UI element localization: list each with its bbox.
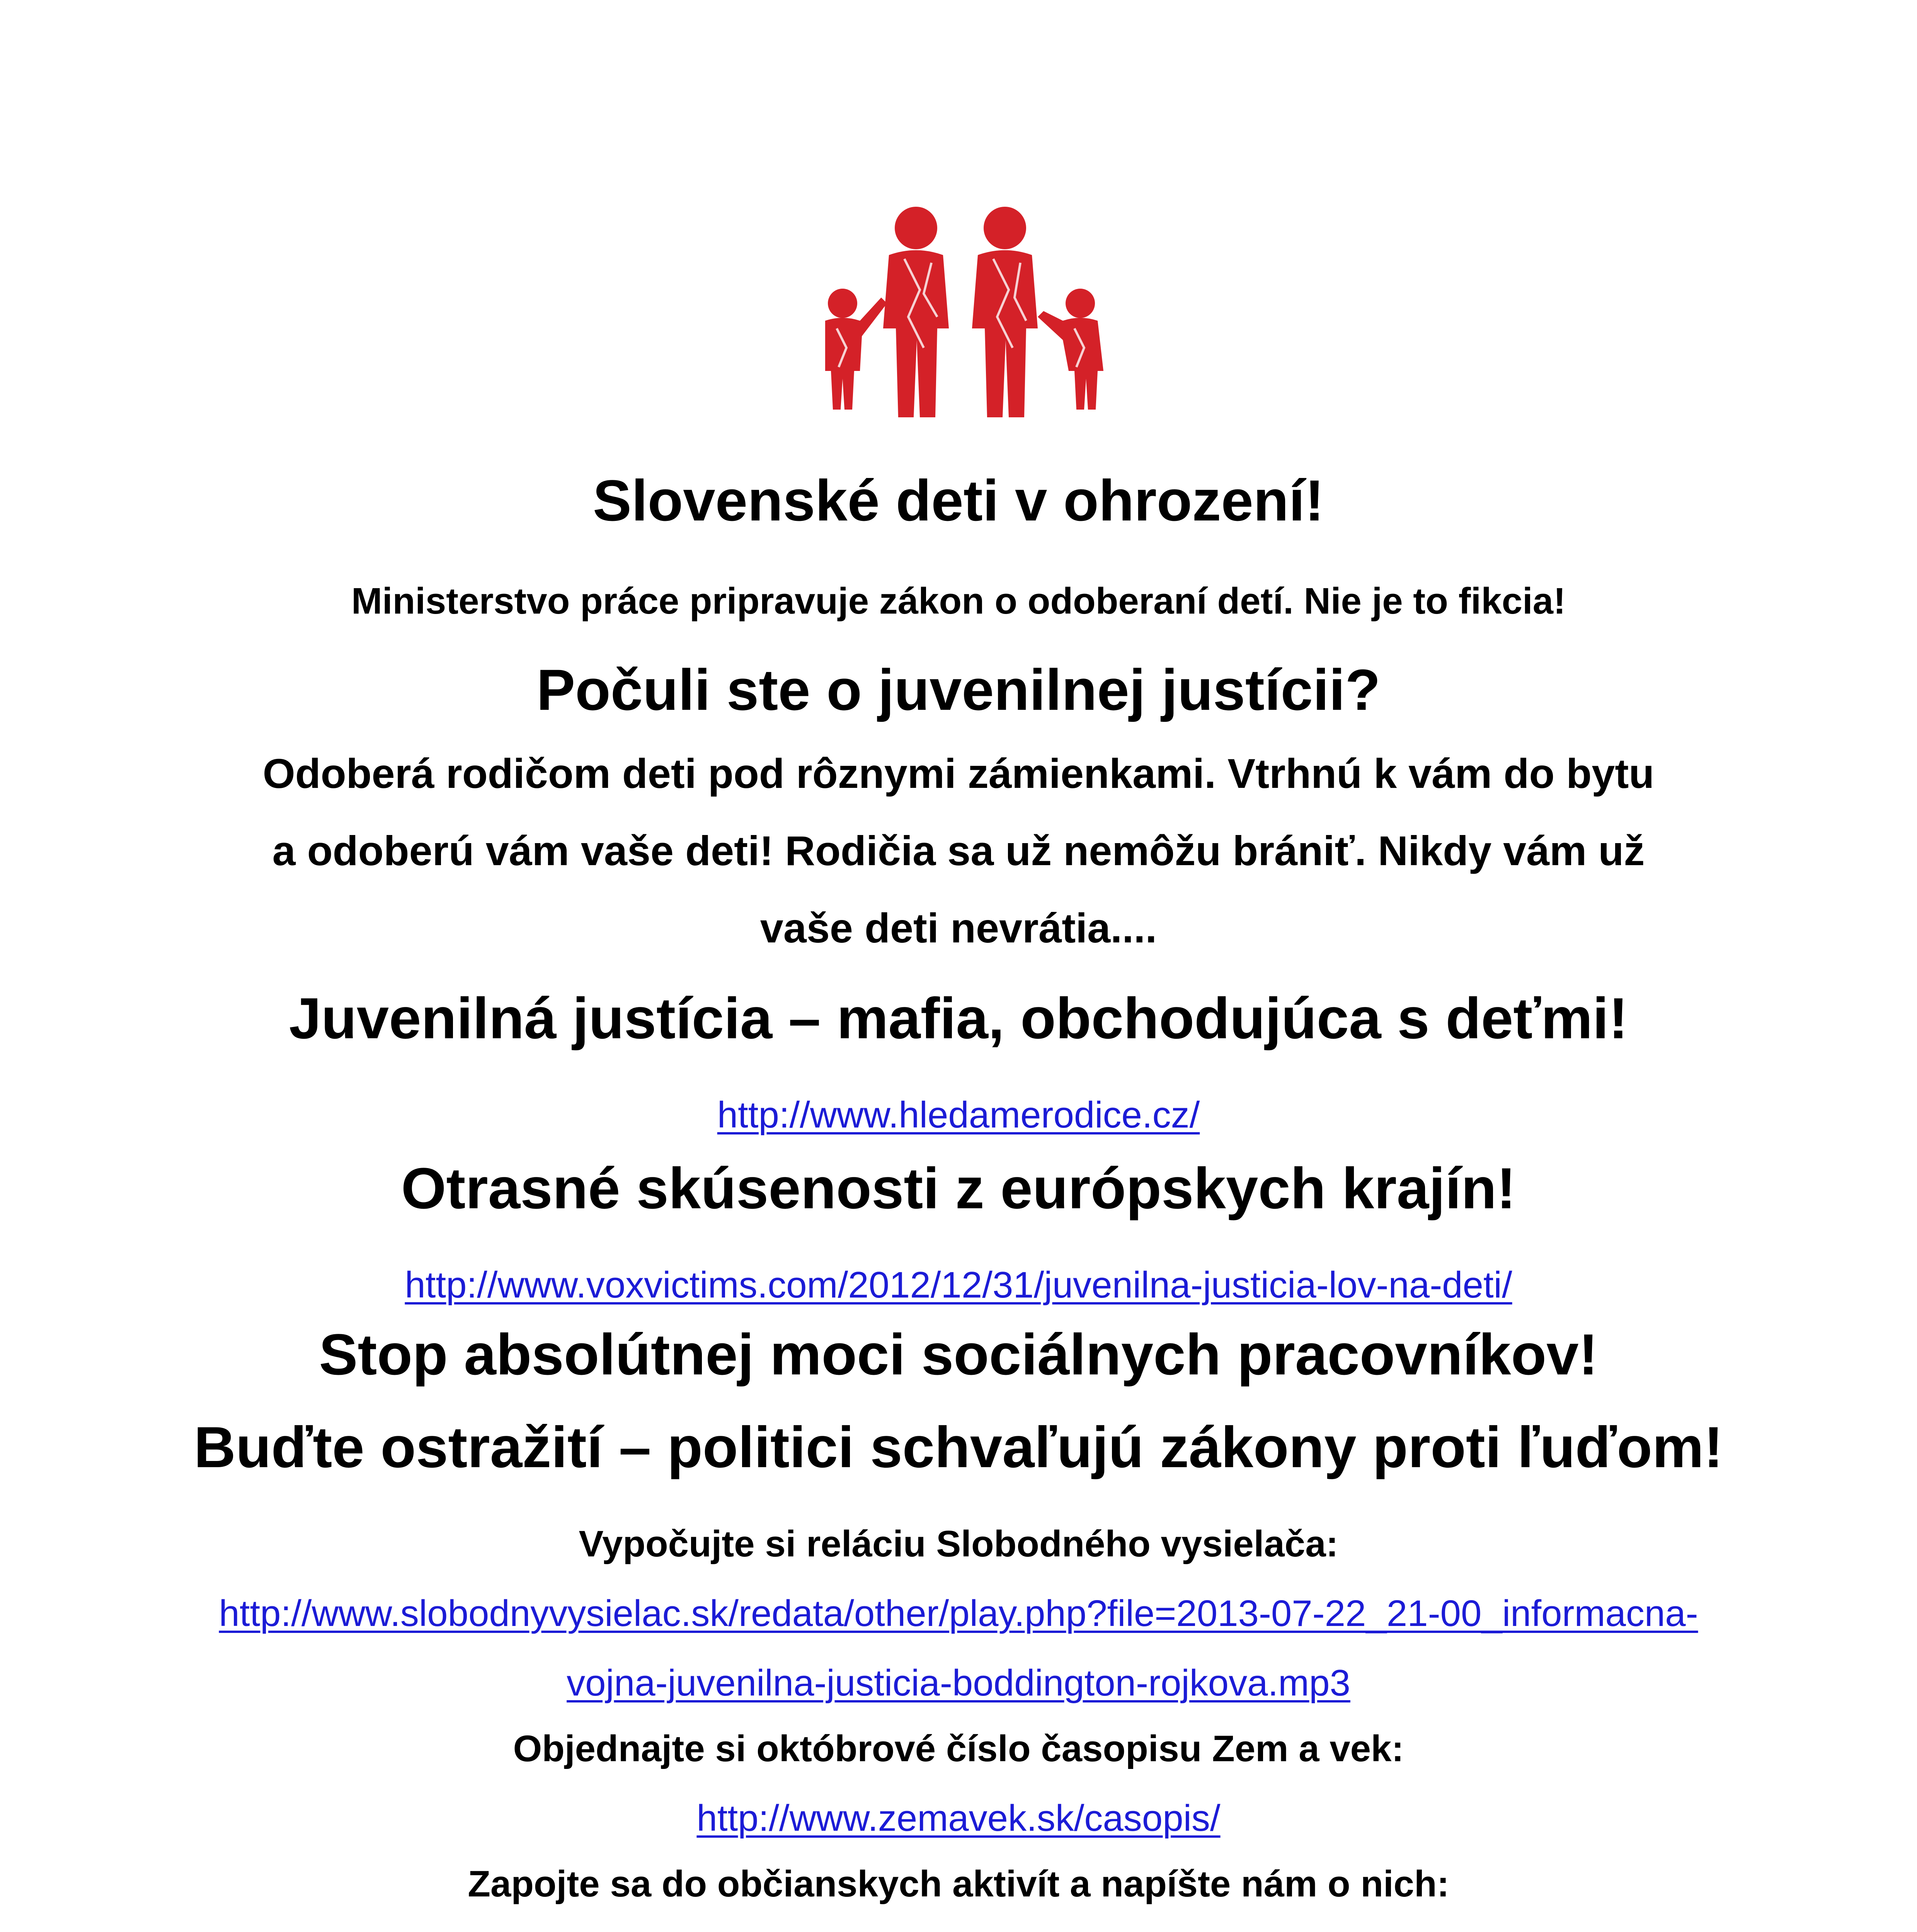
question-heading: Počuli ste o juvenilnej justícii? [536,657,1381,722]
zemavek-link[interactable]: http://www.zemavek.sk/casopis/ [696,1798,1221,1839]
listen-label: Vypočujte si reláciu Slobodného vysielača: [579,1523,1338,1565]
alert-heading: Buďte ostražití – politici schvaľujú zákony proti ľuďom! [194,1415,1723,1480]
family-red-icon [804,201,1121,417]
main-title: Slovenské deti v ohrození! [592,468,1325,533]
stop-heading: Stop absolútnej moci sociálnych pracovníkov! [319,1322,1598,1387]
ministry-notice: Ministerstvo práce pripravuje zákon o odoberaní detí. Nie je to fikcia! [351,580,1566,622]
slobodnyvysielac-link-line-1[interactable]: http://www.slobodnyvysielac.sk/redata/other/play.php?file=2013-07-22_21-00_informacna- [219,1593,1698,1634]
voxvictims-link[interactable]: http://www.voxvictims.com/2012/12/31/juvenilna-justicia-lov-na-deti/ [405,1264,1512,1306]
join-label: Zapojte sa do občianskych aktivít a napíšte nám o nich: [468,1863,1449,1905]
experience-heading: Otrasné skúsenosti z európskych krajín! [401,1156,1516,1221]
paragraph-line-1: Odoberá rodičom deti pod rôznymi zámienkami. Vtrhnú k vám do bytu [262,750,1655,797]
mafia-heading: Juvenilná justícia – mafia, obchodujúca s deťmi! [289,986,1628,1051]
hledamerodice-link[interactable]: http://www.hledamerodice.cz/ [717,1094,1200,1136]
order-label: Objednajte si októbrové číslo časopisu Zem a vek: [513,1728,1404,1769]
paragraph-line-2: a odoberú vám vaše deti! Rodičia sa už nemôžu brániť. Nikdy vám už [272,827,1645,874]
slobodnyvysielac-link-line-2[interactable]: vojna-juvenilna-justicia-boddington-rojkova.mp3 [567,1662,1350,1704]
paragraph-line-3: vaše deti nevrátia.... [760,905,1157,951]
